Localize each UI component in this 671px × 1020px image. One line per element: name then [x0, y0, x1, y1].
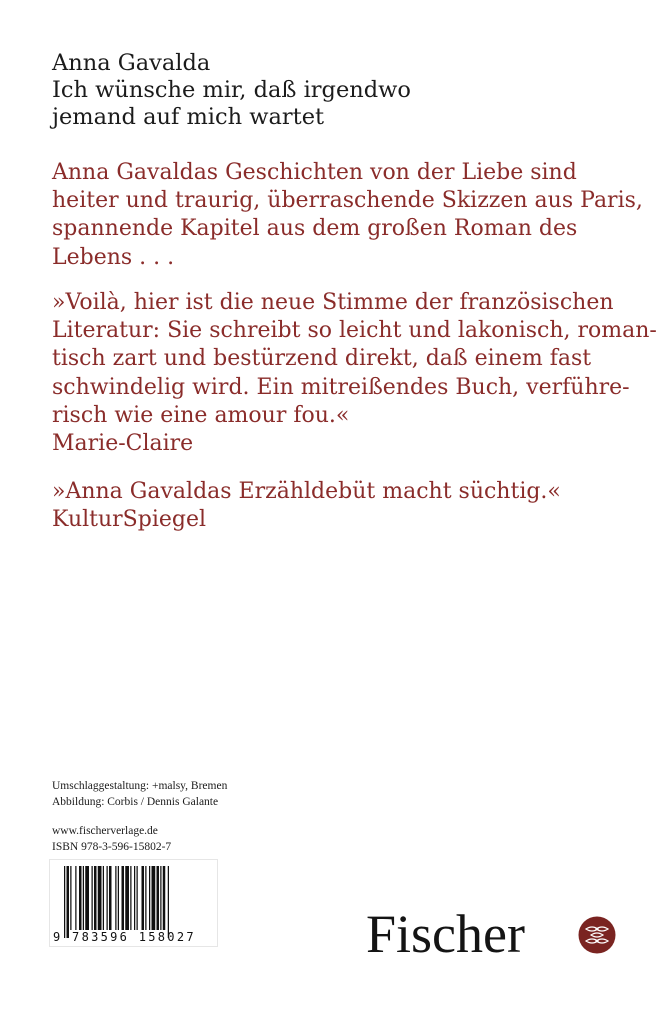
barcode-bar [142, 866, 145, 930]
barcode-bar [118, 866, 119, 930]
author-name: Anna Gavalda [52, 50, 211, 76]
review-quote-1 [52, 289, 657, 458]
quote-source: KulturSpiegel [52, 507, 207, 533]
barcode-bar [79, 866, 82, 930]
barcode-bar [122, 866, 125, 930]
quote-line: Literatur: Sie schreibt so leicht und lakonisch, roman- [52, 318, 657, 344]
barcode-bar [98, 866, 102, 930]
barcode-bar [137, 866, 138, 930]
barcode-bar [130, 866, 131, 930]
barcode-bar [134, 866, 135, 930]
barcode-bar [145, 866, 146, 930]
barcode-bar [163, 866, 166, 930]
barcode-bar [103, 866, 104, 930]
book-title-line-1: Ich wünsche mir, daß irgendwo [52, 77, 411, 103]
barcode-bar [152, 866, 156, 930]
quote-line: »Voilà, hier ist die neue Stimme der französischen [52, 290, 614, 315]
book-title-line-2: jemand auf mich wartet [52, 104, 325, 130]
review-quote-2 [52, 478, 561, 534]
blurb-line: Anna Gavaldas Geschichten von der Liebe sind [52, 160, 577, 185]
barcode-bar [85, 866, 89, 930]
barcode-bar [160, 866, 161, 930]
blurb-line: Lebens . . . [52, 244, 175, 270]
barcode-bar [168, 866, 169, 938]
title-block [52, 50, 411, 131]
quote-line: »Anna Gavaldas Erzähldebüt macht süchtig.« [52, 479, 561, 504]
barcode-bar [115, 866, 116, 930]
barcode-bar [107, 866, 108, 930]
isbn-barcode [49, 859, 218, 947]
barcode-bar [70, 866, 71, 930]
fischer-fish-logo-icon [578, 916, 616, 954]
barcode-bar [157, 866, 160, 930]
quote-line: schwindelig wird. Ein mitreißendes Buch, verführe- [52, 374, 630, 400]
quote-line: risch wie eine amour fou.« [52, 402, 350, 428]
credits [52, 778, 227, 855]
barcode-bar [64, 866, 65, 938]
barcode-bar [75, 866, 76, 930]
barcode-bar [83, 866, 84, 930]
blurb-line: spannende Kapitel aus dem großen Roman des [52, 216, 578, 242]
barcode-bar [149, 866, 150, 930]
barcode-bar [67, 866, 70, 938]
website: www.fischerverlage.de [52, 825, 158, 837]
barcode-bar [109, 866, 112, 930]
isbn: ISBN 978-3-596-15802-7 [52, 841, 172, 853]
image-credit: Abbildung: Corbis / Dennis Galante [52, 796, 219, 808]
blurb [52, 159, 643, 272]
quote-line: tisch zart und bestürzend direkt, daß einem fast [52, 346, 592, 372]
barcode-bar [92, 866, 93, 930]
barcode-bar [125, 866, 129, 930]
barcode-bar [94, 866, 97, 930]
cover-design-credit: Umschlaggestaltung: +malsy, Bremen [52, 780, 228, 792]
barcode-digits: 9 783596 158027 [53, 930, 196, 944]
blurb-line: heiter und traurig, überraschende Skizzen aus Paris, [52, 188, 643, 214]
publisher-name: Fischer [366, 904, 525, 964]
quote-source: Marie-Claire [52, 431, 194, 457]
